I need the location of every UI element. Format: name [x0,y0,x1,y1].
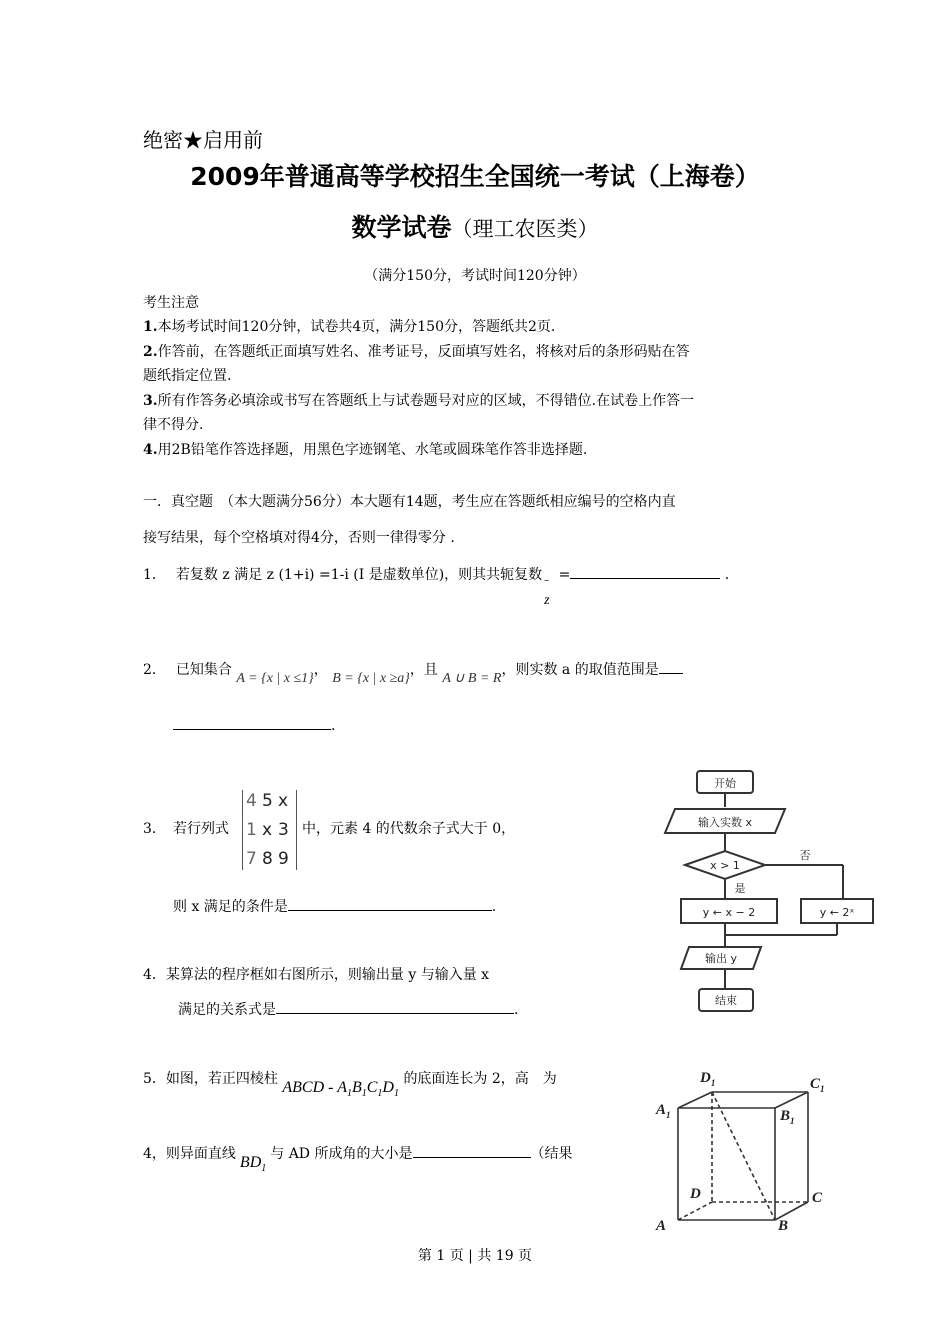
flowchart-diagram [655,765,875,1025]
question-4-line2: 满足的关系式是 . [178,1002,519,1018]
label-D1: $D_1$ [700,1070,716,1088]
label-C: C [812,1190,823,1206]
fc-yes-label: 是 [734,882,746,895]
notice-item-2-cont: 题纸指定位置. [143,368,232,384]
notice-item-4: 4.用2B铅笔作答选择题，用黑色字迹钢笔、水笔或圆珠笔作答非选择题. [143,442,588,458]
question-2: 2． 已知集合 A = {x | x ≤1}， B = {x | x ≥a}，且 A ∪ B = R，则实数 a 的取值范围是 [143,659,683,679]
section1-line2: 接写结果，每个空格填对得4分，否则一律得零分 . [143,530,455,546]
label-A1: $A_1$ [656,1102,671,1120]
notice-item-3-cont: 律不得分. [143,417,204,433]
question-3-text1: 若行列式 [173,821,229,837]
det-row-2: 1 x 3 [246,820,289,840]
fc-proc-no-label: y ← 2ˣ [819,906,855,919]
section1-line1: 一．真空题 （本大题满分56分）本大题有14题，考生应在答题纸相应编号的空格内直 [143,494,676,510]
label-D: D [690,1186,701,1202]
question-1: 1． 若复数 z 满足 z (1+i) =1-i (I 是虚数单位)，则其共轭复数 – z = . [143,567,730,608]
subtitle-main: 数学试卷 [351,213,452,242]
exam-title: 2009年普通高等学校招生全国统一考试（上海卷） [190,162,760,191]
det-row-1: 4 5 x [246,791,289,811]
fc-cond-label: x > 1 [710,859,740,872]
notice-heading: 考生注意 [143,295,199,311]
notice-item-1: 1.本场考试时间120分钟，试卷共4页，满分150分，答题纸共2页. [143,319,556,335]
fc-output-label: 输出 y [704,952,738,965]
question-5: 5．如图，若正四棱柱 ABCD - $A_1B_1C_1D_1$ 的底面连长为 2，高 为 [143,1071,557,1100]
question-3-line2: 则 x 满足的条件是 . [173,899,497,915]
label-B1: $B_1$ [780,1108,795,1126]
fc-start-label: 开始 [714,777,736,790]
notice-item-3: 3.所有作答务必填涂或书写在答题纸上与试卷题号对应的区域，不得错位.在试卷上作答一 [143,393,695,409]
question-3-text2: 中，元素 4 的代数余子式大于 0， [302,821,516,837]
prism-notation: ABCD - $A_1B_1C_1D_1$ [282,1079,399,1100]
fc-no-label: 否 [799,849,811,862]
q3-answer-blank[interactable] [288,910,492,911]
q2-answer-blank[interactable] [173,729,331,730]
question-4: 4．某算法的程序框如右图所示，则输出量 y 与输入量 x [143,967,490,983]
question-3-num: 3． [143,821,166,837]
fc-proc-yes-label: y ← x − 2 [702,906,756,919]
q4-answer-blank[interactable] [276,1013,514,1014]
notice-item-2: 2.作答前，在答题纸正面填写姓名、准考证号，反面填写姓名，将核对后的条形码贴在答 [143,344,690,360]
fc-input-label: 输入实数 x [697,816,753,829]
question-5-line2: 4，则异面直线 $BD_1$与 AD 所成角的大小是 （结果 [143,1146,573,1175]
q1-answer-blank[interactable] [570,578,720,579]
label-B: B [778,1218,789,1234]
secret-label: 绝密★启用前 [143,128,263,152]
q5-answer-blank[interactable] [413,1157,531,1158]
exam-subtitle [0,208,950,244]
prism-diagram [650,1062,840,1237]
fc-end-label: 结束 [715,994,737,1007]
det-row-3: 7 8 9 [246,849,289,869]
page-footer: 第 1 页 | 共 19 页 [417,1248,533,1264]
exam-info: （满分150分，考试时间120分钟） [364,268,586,284]
label-C1: $C_1$ [810,1076,825,1094]
subtitle-paren: （理工农医类） [451,217,599,241]
label-A: A [656,1218,667,1234]
q2-answer-line: . [173,718,335,734]
